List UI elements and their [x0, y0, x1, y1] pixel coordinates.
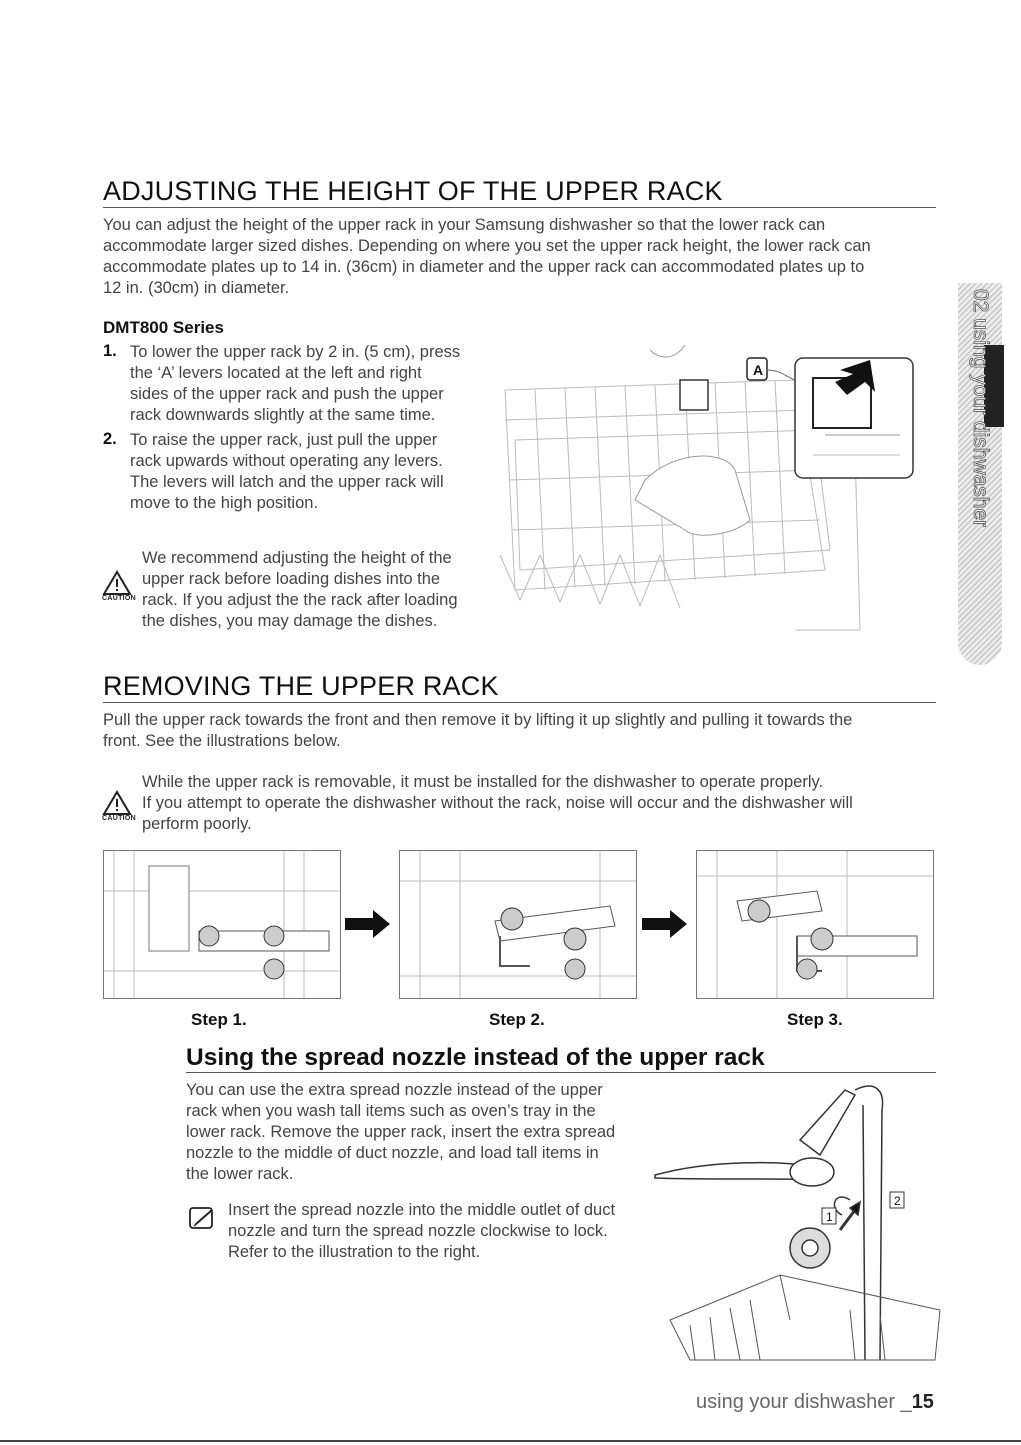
section-title-adjusting-height: ADJUSTING THE HEIGHT OF THE UPPER RACK	[103, 176, 723, 206]
caution-line: We recommend adjusting the height of the	[142, 549, 452, 567]
step-line: move to the high position.	[130, 494, 319, 512]
step-label: Step 3.	[787, 1010, 843, 1029]
step-label: Step 2.	[489, 1010, 545, 1029]
step-text	[130, 342, 490, 426]
note-icon	[188, 1206, 218, 1232]
chapter-side-tab	[958, 283, 1002, 665]
intro-line: Pull the upper rack towards the front and then remove it by lifting it up slightly and pulling it towards the	[103, 711, 853, 729]
step-line: To raise the upper rack, just pull the upper	[130, 431, 438, 449]
section-title-removing-rack: REMOVING THE UPPER RACK	[103, 671, 499, 701]
section-rule	[103, 702, 936, 703]
note-text	[228, 1200, 658, 1263]
caution-label: CAUTION	[102, 815, 136, 822]
side-tab-label: 02 using your dishwasher	[969, 289, 992, 528]
caution-line: rack. If you adjust the the rack after loading	[142, 591, 458, 609]
step1-figure	[103, 850, 341, 999]
step-number: 1.	[103, 342, 117, 360]
intro-line: accommodate larger sized dishes. Depending on where you set the upper rack height, the lower rack can	[103, 237, 871, 255]
page-number: 15	[911, 1391, 934, 1413]
section2-intro	[103, 710, 943, 752]
section-rule	[103, 207, 936, 208]
caution-text	[142, 548, 492, 632]
intro-line: You can use the extra spread nozzle instead of the upper	[186, 1081, 603, 1099]
bottom-rule	[0, 1440, 1021, 1442]
step-text	[130, 430, 490, 514]
step-line: rack upwards without operating any levers.	[130, 452, 443, 470]
spread-nozzle-figure	[650, 1080, 945, 1365]
step-line: To lower the upper rack by 2 in. (5 cm), press	[130, 343, 461, 361]
step3-figure	[696, 850, 934, 999]
intro-line: You can adjust the height of the upper rack in your Samsung dishwasher so that the lower rack can	[103, 216, 826, 234]
arrow-right-icon	[345, 910, 390, 938]
page-footer	[696, 1391, 934, 1414]
section1-intro	[103, 215, 943, 299]
step-line: The levers will latch and the upper rack will	[130, 473, 444, 491]
caution-icon	[102, 790, 140, 830]
warning-triangle-icon	[102, 790, 132, 816]
section-rule	[186, 1072, 936, 1073]
intro-line: lower rack. Remove the upper rack, insert the extra spread	[186, 1123, 616, 1141]
rack-illustration	[495, 340, 920, 640]
warning-triangle-icon	[102, 570, 132, 596]
step-line: sides of the upper rack and push the upper	[130, 385, 444, 403]
step-label: Step 1.	[191, 1010, 247, 1029]
caution-line: While the upper rack is removable, it must be installed for the dishwasher to operate properly.	[142, 773, 824, 791]
note-line: Insert the spread nozzle into the middle outlet of duct	[228, 1201, 616, 1219]
caution-line: upper rack before loading dishes into the	[142, 570, 441, 588]
step-line: the ‘A’ levers located at the left and right	[130, 364, 422, 382]
intro-line: rack when you wash tall items such as oven’s tray in the	[186, 1102, 596, 1120]
caution-line: If you attempt to operate the dishwasher without the rack, noise will occur and the dishwasher will	[142, 794, 853, 812]
step-number: 2.	[103, 430, 117, 448]
series-heading: DMT800 Series	[103, 318, 224, 337]
step1-illustration	[104, 851, 341, 999]
note-line: Refer to the illustration to the right.	[228, 1243, 481, 1261]
caution-label: CAUTION	[102, 595, 136, 602]
footer-label: using your dishwasher _	[696, 1391, 912, 1413]
intro-line: 12 in. (30cm) in diameter.	[103, 279, 290, 297]
section3-intro	[186, 1080, 656, 1185]
arrow-right-icon	[642, 910, 687, 938]
subsection-title-spread-nozzle: Using the spread nozzle instead of the upper rack	[186, 1044, 765, 1071]
upper-rack-figure	[495, 340, 920, 640]
caution-text	[142, 772, 942, 835]
callout-2: 2	[894, 1194, 901, 1208]
callout-a: A	[753, 362, 764, 378]
intro-line: accommodate plates up to 14 in. (36cm) in diameter and the upper rack can accommodated plates up to	[103, 258, 865, 276]
spread-nozzle-illustration	[650, 1080, 945, 1365]
step3-illustration	[697, 851, 934, 999]
intro-line: nozzle to the middle of duct nozzle, and load tall items in	[186, 1144, 599, 1162]
step-line: rack downwards slightly at the same time.	[130, 406, 436, 424]
step2-illustration	[400, 851, 637, 999]
caution-icon	[102, 570, 140, 610]
intro-line: the lower rack.	[186, 1165, 294, 1183]
intro-line: front. See the illustrations below.	[103, 732, 341, 750]
callout-1: 1	[826, 1210, 833, 1224]
caution-line: the dishes, you may damage the dishes.	[142, 612, 438, 630]
note-line: nozzle and turn the spread nozzle clockwise to lock.	[228, 1222, 608, 1240]
caution-line: perform poorly.	[142, 815, 252, 833]
step2-figure	[399, 850, 637, 999]
